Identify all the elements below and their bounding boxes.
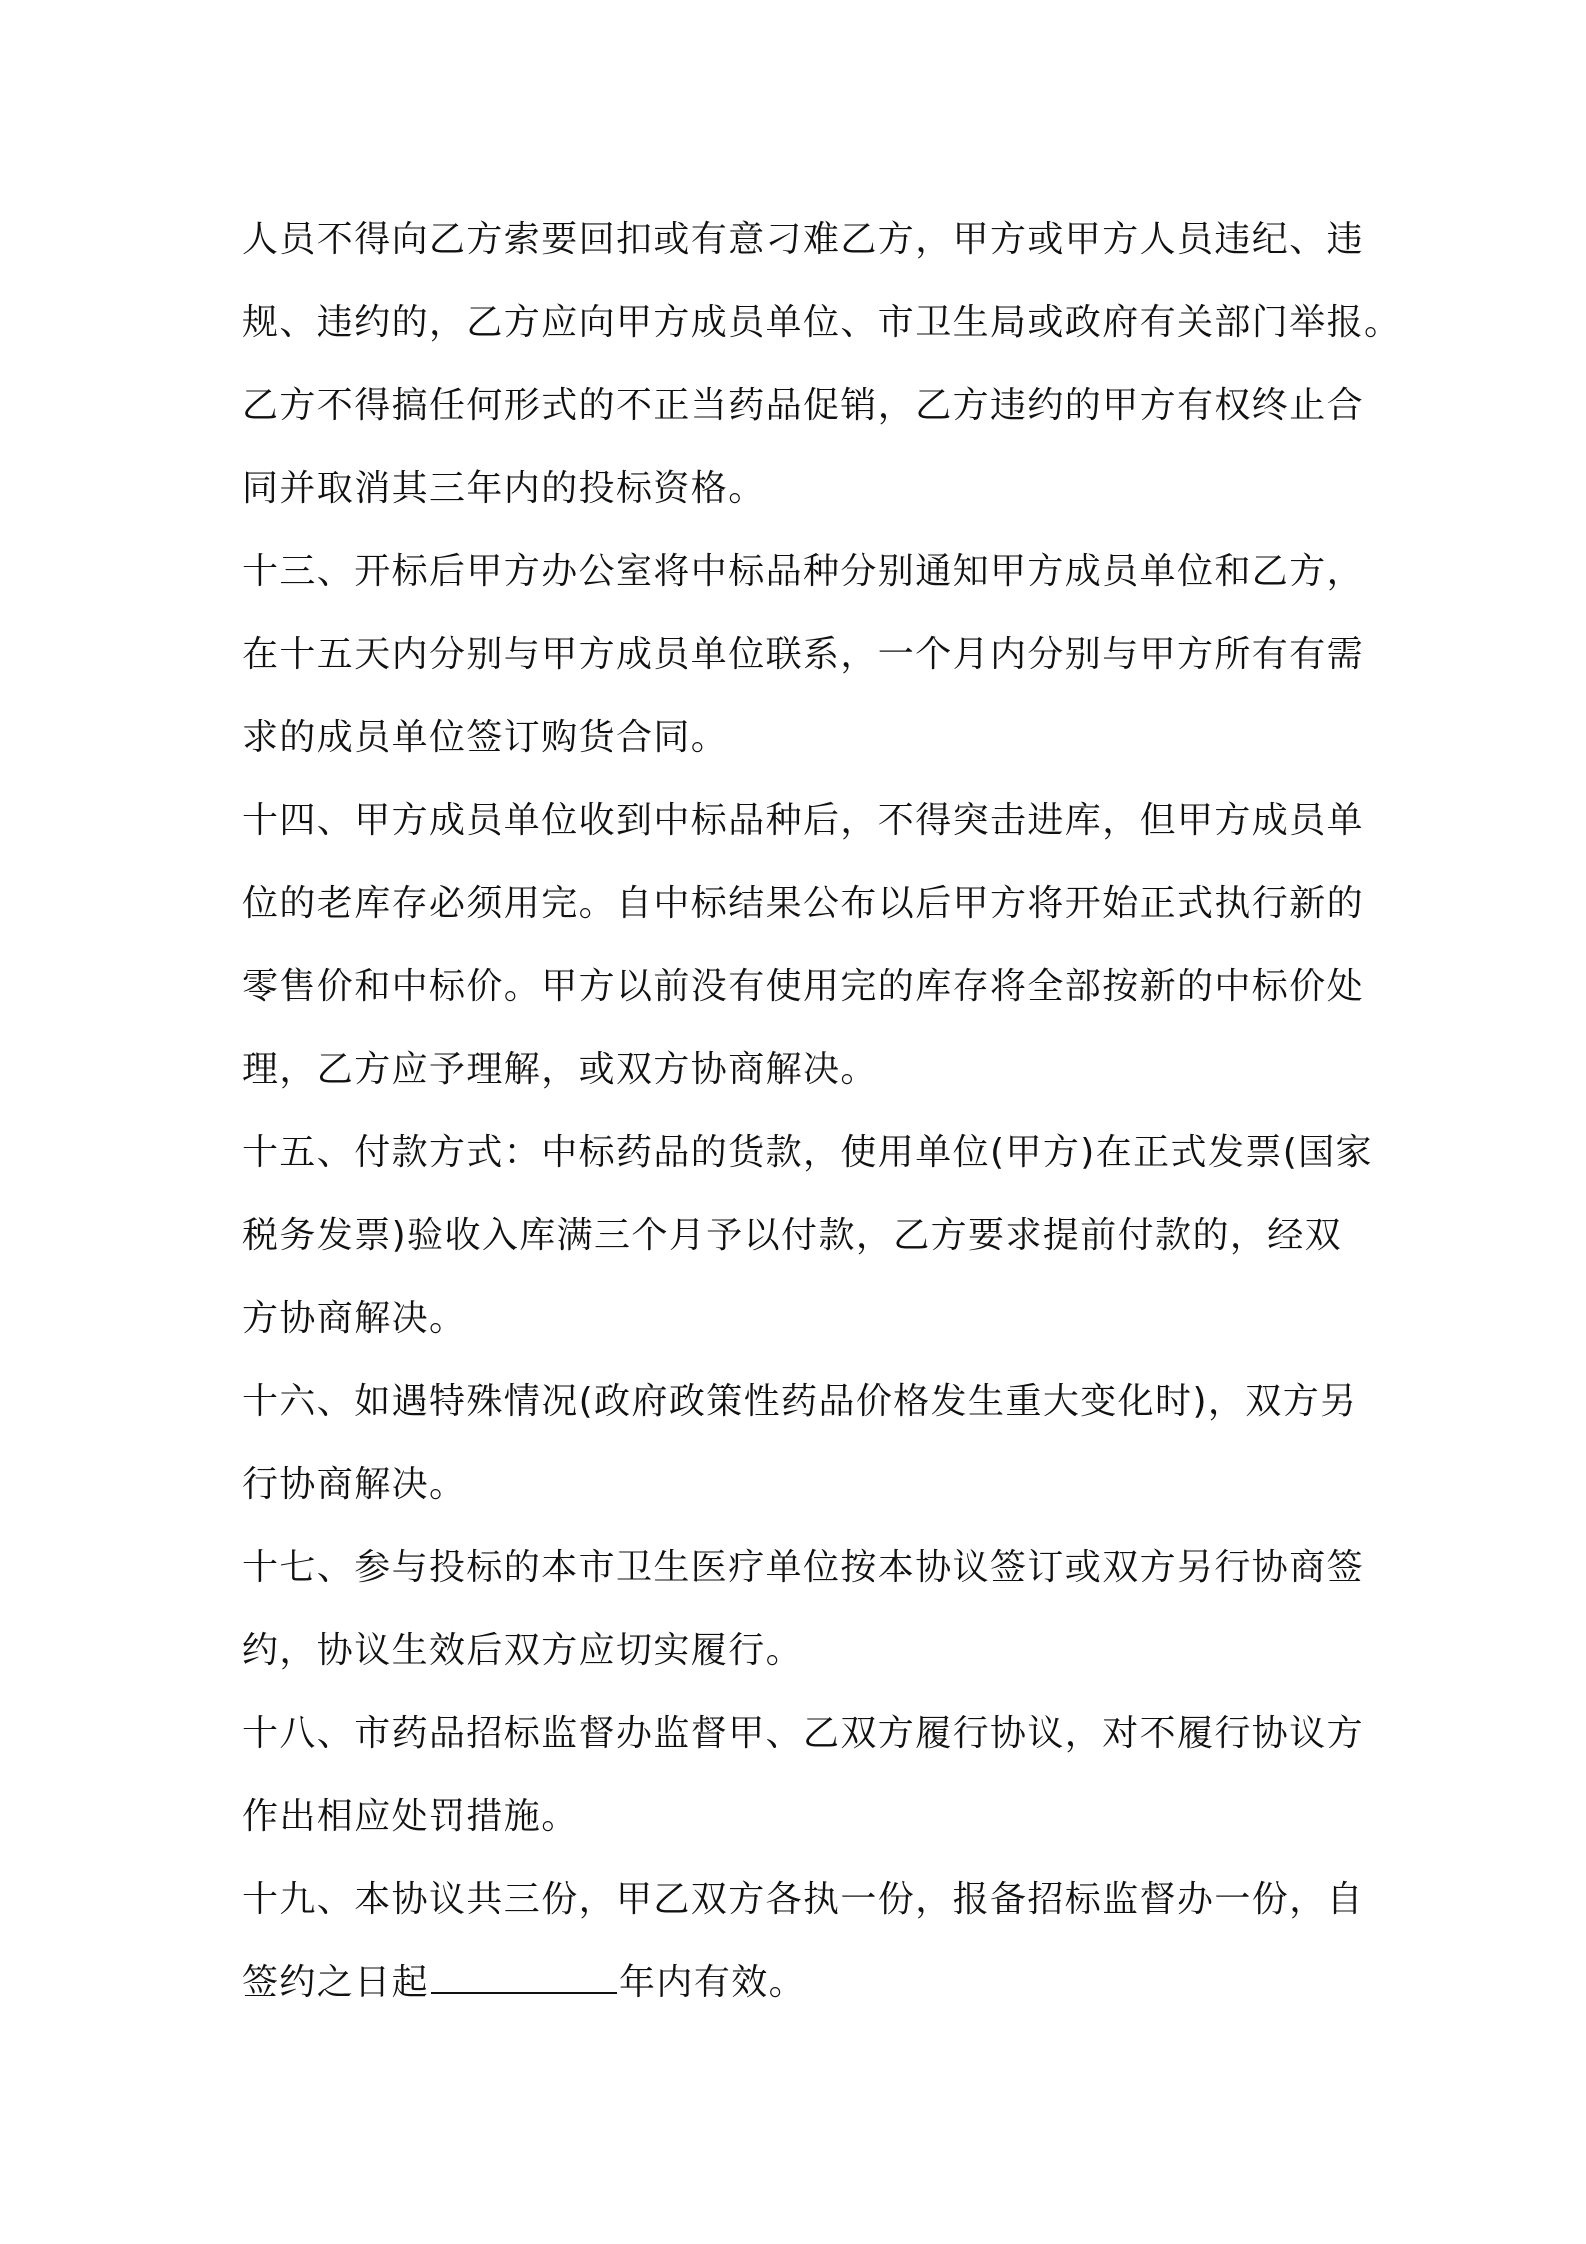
text-line: 求的成员单位签订购货合同。 <box>242 717 729 758</box>
text-line: 同并取消其三年内的投标资格。 <box>242 468 766 509</box>
text-line: 在十五天内分别与甲方成员单位联系，一个月内分别与甲方所有有需 <box>242 634 1365 675</box>
text-line: 规、违约的，乙方应向甲方成员单位、市卫生局或政府有关部门举报。 <box>242 302 1402 343</box>
text-line: 理，乙方应予理解，或双方协商解决。 <box>242 1049 878 1090</box>
final-line-after: 年内有效。 <box>619 1962 807 2003</box>
text-line: 乙方不得搞任何形式的不正当药品促销，乙方违约的甲方有权终止合 <box>242 385 1365 426</box>
final-line <box>242 1941 1362 2024</box>
clause-18-line: 十八、市药品招标监督办监督甲、乙双方履行协议，对不履行协议方 <box>242 1713 1365 1754</box>
text-line: 方协商解决。 <box>242 1298 467 1339</box>
clause-17-line: 十七、参与投标的本市卫生医疗单位按本协议签订或双方另行协商签 <box>242 1547 1365 1588</box>
clause-15-line: 十五、付款方式：中标药品的货款，使用单位(甲方)在正式发票(国家 <box>242 1132 1373 1173</box>
clause-14-line: 十四、甲方成员单位收到中标品种后，不得突击进库，但甲方成员单 <box>242 800 1365 841</box>
text-line: 人员不得向乙方索要回扣或有意刁难乙方，甲方或甲方人员违纪、违 <box>242 219 1365 260</box>
text-line: 行协商解决。 <box>242 1464 467 1505</box>
clause-13-line: 十三、开标后甲方办公室将中标品种分别通知甲方成员单位和乙方， <box>242 551 1365 592</box>
fill-in-blank <box>431 1962 617 1994</box>
contract-text <box>242 198 1402 2024</box>
clause-16-line: 十六、如遇特殊情况(政府政策性药品价格发生重大变化时)，双方另 <box>242 1381 1358 1422</box>
text-line: 税务发票)验收入库满三个月予以付款，乙方要求提前付款的，经双 <box>242 1215 1343 1256</box>
text-line: 位的老库存必须用完。自中标结果公布以后甲方将开始正式执行新的 <box>242 883 1365 924</box>
text-line: 约，协议生效后双方应切实履行。 <box>242 1630 804 1671</box>
text-line: 零售价和中标价。甲方以前没有使用完的库存将全部按新的中标价处 <box>242 966 1365 1007</box>
final-line-before: 签约之日起 <box>242 1962 430 2003</box>
text-line: 作出相应处罚措施。 <box>242 1796 579 1837</box>
clause-19-line: 十九、本协议共三份，甲乙双方各执一份，报备招标监督办一份，自 <box>242 1879 1365 1920</box>
